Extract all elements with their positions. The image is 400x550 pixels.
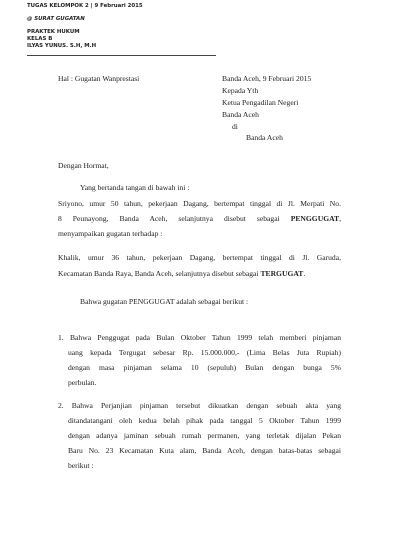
claim-1-line-1: 1. Bahwa Penggugat pada Bulan Oktober Tahun 1999 telah memberi pinjaman <box>58 333 341 342</box>
plaintiff-role: PENGGUGAT <box>290 214 340 223</box>
defendant-line-2 <box>58 266 341 281</box>
plaintiff-line-2 <box>58 211 341 226</box>
defendant-punct: . <box>303 269 306 278</box>
defendant-text: Kecamatan Banda Raya, Banda Aceh, selanjutnya disebut sebagai <box>58 269 261 278</box>
plaintiff-line-1: Sriyono, umur 50 tahun, pekerjaan Dagang, bertempat tinggal di Jl. Merpati No. <box>58 199 341 208</box>
greeting: Dengan Hormat, <box>58 161 109 170</box>
plaintiff-punct: , <box>339 214 341 223</box>
claim-1-line-4: perbulan. <box>68 378 97 387</box>
claim-2-line-5: berikut : <box>68 461 94 470</box>
header-course: PRAKTEK HUKUM <box>27 29 80 35</box>
defendant-role: TERGUGAT <box>260 269 304 278</box>
claim-1-line-2: uang kepada Tergugat sebesar Rp. 15.000.000,- (Lima Belas Juta Rupiah) <box>68 348 341 357</box>
recipient-line-4: di <box>232 122 238 131</box>
claim-2-line-4: Baru No. 23 Kecamatan Kuta alam, Banda Aceh, dengan batas-batas sebagai <box>68 446 341 455</box>
header-lecturer: ILYAS YUNUS. S.H, M.H <box>27 43 97 49</box>
plaintiff-text: 8 Peunayong, Banda Aceh, selanjutnya disebut sebagai <box>58 214 291 223</box>
header-class: KELAS B <box>27 36 53 42</box>
header-assignment: TUGAS KELOMPOK 2 | 9 Februari 2015 <box>27 3 143 9</box>
header-divider <box>27 55 216 56</box>
claim-2-line-1: 2. Bahwa Perjanjian pinjaman tersebut dikuatkan dengan sebuah akta yang <box>58 401 341 410</box>
claim-1-line-3: dengan masa pinjaman selama 10 (sepuluh) Bulan dengan bunga 5% <box>68 363 341 372</box>
recipient-line-1: Kepada Yth <box>222 86 259 95</box>
intro-line: Yang bertanda tangan di bawah ini : <box>80 183 190 192</box>
recipient-line-2: Ketua Pengadilan Negeri <box>222 98 299 107</box>
plaintiff-line-3: menyampaikan gugatan terhadap : <box>58 229 163 238</box>
recipient-line-3: Banda Aceh <box>222 110 259 119</box>
defendant-line-1: Khalik, umur 36 tahun, pekerjaan Dagang, bertempat tinggal di Jl. Garuda, <box>58 253 341 262</box>
place-date: Banda Aceh, 9 Februari 2015 <box>222 74 312 83</box>
header-doc-type: @ SURAT GUGATAN <box>27 16 85 22</box>
recipient-line-5: Banda Aceh <box>246 133 283 142</box>
claim-2-line-2: ditandatangani oleh kedua belah pihak pada tanggal 5 Oktober Tahun 1999 <box>68 416 341 425</box>
claim-intro: Bahwa gugatan PENGGUGAT adalah sebagai berikut : <box>80 297 249 306</box>
subject-line: Hal : Gugatan Wanprestasi <box>58 74 140 83</box>
claim-2-line-3: dengan adanya jaminan sebuah rumah permanen, yang terletak dijalan Pekan <box>68 431 341 440</box>
